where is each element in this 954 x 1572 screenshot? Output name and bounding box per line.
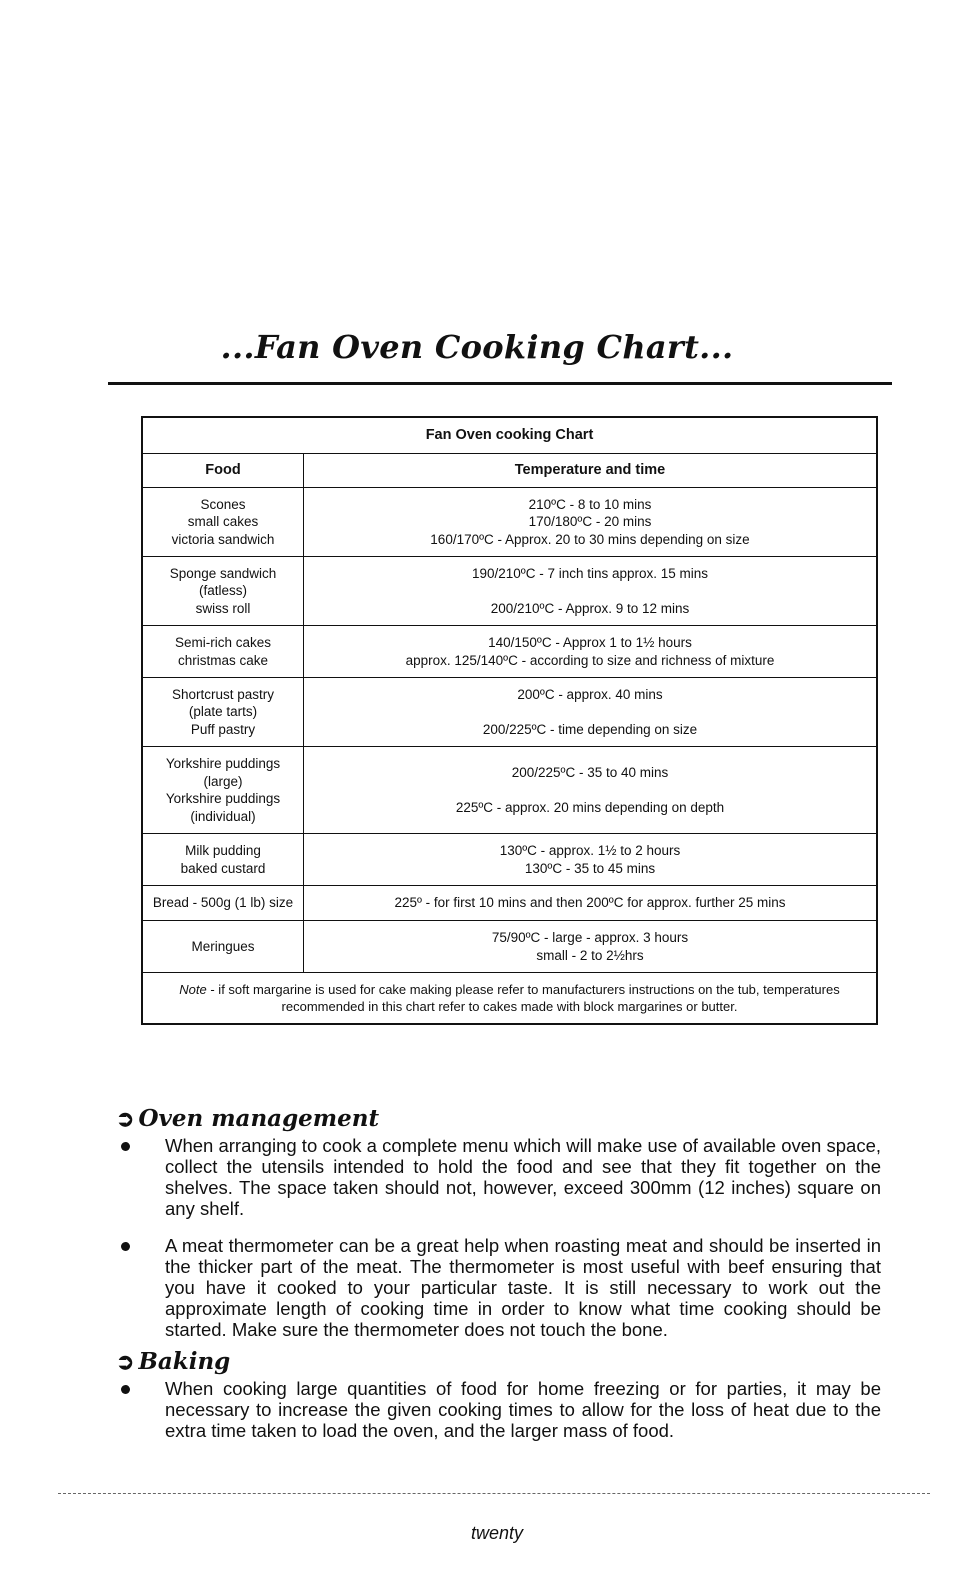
- food-cell: [142, 886, 304, 921]
- temperature-cell: [304, 747, 878, 834]
- table-row: [142, 488, 877, 557]
- table-caption: Fan Oven cooking Chart: [142, 417, 877, 454]
- section-heading-oven-management: [116, 1105, 379, 1132]
- temperature-line: 225º - for first 10 mins and then 200ºC for approx. further 25 mins: [394, 895, 786, 911]
- fan-oven-cooking-table: [141, 416, 878, 1025]
- note-line-1: [147, 981, 872, 998]
- food-cell: [142, 834, 304, 886]
- list-item: [121, 1135, 881, 1219]
- food-line: (large): [203, 773, 243, 789]
- footer-divider: [58, 1493, 930, 1494]
- temperature-line: 210ºC - 8 to 10 mins: [528, 496, 652, 512]
- food-line: Milk pudding: [185, 843, 261, 858]
- list-item: [121, 1235, 881, 1340]
- temperature-cell: [304, 921, 878, 973]
- table-row: [142, 886, 877, 921]
- food-line: christmas cake: [177, 652, 269, 668]
- temperature-line: 75/90ºC - large - approx. 3 hours: [491, 930, 689, 945]
- list-item: [121, 1378, 881, 1441]
- temperature-line: 130ºC - approx. 1½ to 2 hours: [499, 843, 681, 858]
- arrow-right-icon: ➲: [116, 1349, 135, 1375]
- temperature-cell: [304, 886, 878, 921]
- bullet-icon: [121, 1242, 130, 1251]
- bullet-text: When arranging to cook a complete menu which will make use of available oven space, collect the utensils intended to hold the food and see that they fit together on the shelves. The space taken should not, however, exceed 300mm (12 inches) square on any shelf.: [165, 1135, 881, 1219]
- temperature-line: 190/210ºC - 7 inch tins approx. 15 mins: [471, 566, 709, 581]
- food-line: Semi-rich cakes: [174, 635, 272, 650]
- food-line: Puff pastry: [190, 721, 256, 737]
- section-heading-text: Oven management: [138, 1105, 380, 1132]
- food-cell: [142, 921, 304, 973]
- food-line: (fatless): [198, 583, 247, 599]
- temperature-line: small - 2 to 2½hrs: [536, 947, 644, 963]
- temperature-cell: [304, 834, 878, 886]
- temperature-line: approx. 125/140ºC - according to size and richness of mixture: [405, 652, 775, 668]
- temperature-line: 170/180ºC - 20 mins: [528, 514, 652, 530]
- table-row: [142, 921, 877, 973]
- temperature-line: 225ºC - approx. 20 mins depending on depth: [455, 799, 725, 815]
- table-row: [142, 834, 877, 886]
- food-line: Meringues: [191, 938, 255, 954]
- food-line: baked custard: [180, 860, 266, 876]
- temperature-line: 160/170ºC - Approx. 20 to 30 mins depending on size: [430, 531, 750, 547]
- food-line: Scones: [200, 496, 246, 512]
- food-line: Yorkshire puddings: [165, 791, 281, 806]
- bullet-icon: [121, 1385, 130, 1394]
- food-line: Shortcrust pastry: [171, 686, 275, 702]
- temperature-cell: [304, 557, 878, 626]
- food-line: (individual): [190, 808, 256, 824]
- food-line: Bread - 500g (1 lb) size: [152, 895, 294, 911]
- table-row: [142, 747, 877, 834]
- page-number: twenty: [470, 1523, 524, 1543]
- food-cell: [142, 747, 304, 834]
- temperature-line: 130ºC - 35 to 45 mins: [524, 860, 656, 876]
- temperature-line: 140/150ºC - Approx 1 to 1½ hours: [488, 635, 692, 650]
- table-row: [142, 678, 877, 747]
- table-row: [142, 626, 877, 678]
- title-divider: [108, 382, 892, 385]
- section-heading-baking: [116, 1348, 230, 1375]
- temperature-line: 200/210ºC - Approx. 9 to 12 mins: [490, 600, 690, 616]
- bullet-text: A meat thermometer can be a great help when roasting meat and should be inserted in the thicker part of the meat. The thermometer is most useful with beef ensuring that you have it cooked to your particular taste. It is still necessary to work out the approximate length of cooking time in order to know what time cooking should be started. Make sure the thermometer does not touch the bone.: [165, 1235, 881, 1340]
- food-line: (plate tarts): [188, 704, 258, 720]
- food-line: victoria sandwich: [171, 531, 275, 547]
- food-cell: [142, 626, 304, 678]
- food-cell: [142, 488, 304, 557]
- page-title: ...Fan Oven Cooking Chart...: [220, 328, 734, 366]
- table-note: [142, 973, 877, 1025]
- table-row: [142, 557, 877, 626]
- note-line-2: recommended in this chart refer to cakes made with block margarines or butter.: [281, 999, 738, 1014]
- note-text-1: - if soft margarine is used for cake making please refer to manufacturers instructions on the tub, temperatures: [206, 982, 840, 997]
- temperature-cell: [304, 626, 878, 678]
- section-heading-text: Baking: [138, 1348, 231, 1375]
- temperature-line: 200/225ºC - time depending on size: [482, 721, 698, 737]
- food-line: small cakes: [187, 514, 259, 530]
- food-line: Sponge sandwich: [169, 565, 277, 581]
- arrow-right-icon: ➲: [116, 1106, 135, 1132]
- temperature-cell: [304, 678, 878, 747]
- temperature-line: 200ºC - approx. 40 mins: [517, 687, 663, 702]
- temperature-line: 200/225ºC - 35 to 40 mins: [511, 765, 669, 780]
- bullet-icon: [121, 1142, 130, 1151]
- bullet-text: When cooking large quantities of food for home freezing or for parties, it may be necessary to increase the given cooking times to allow for the loss of heat due to the extra time taken to load the oven, and the larger mass of food.: [165, 1378, 881, 1441]
- temperature-cell: [304, 488, 878, 557]
- food-line: Yorkshire puddings: [165, 756, 281, 771]
- column-header-food: Food: [142, 454, 304, 488]
- column-header-temperature: Temperature and time: [304, 454, 878, 488]
- food-line: swiss roll: [195, 600, 251, 616]
- food-cell: [142, 557, 304, 626]
- food-cell: [142, 678, 304, 747]
- note-label: Note: [179, 982, 207, 997]
